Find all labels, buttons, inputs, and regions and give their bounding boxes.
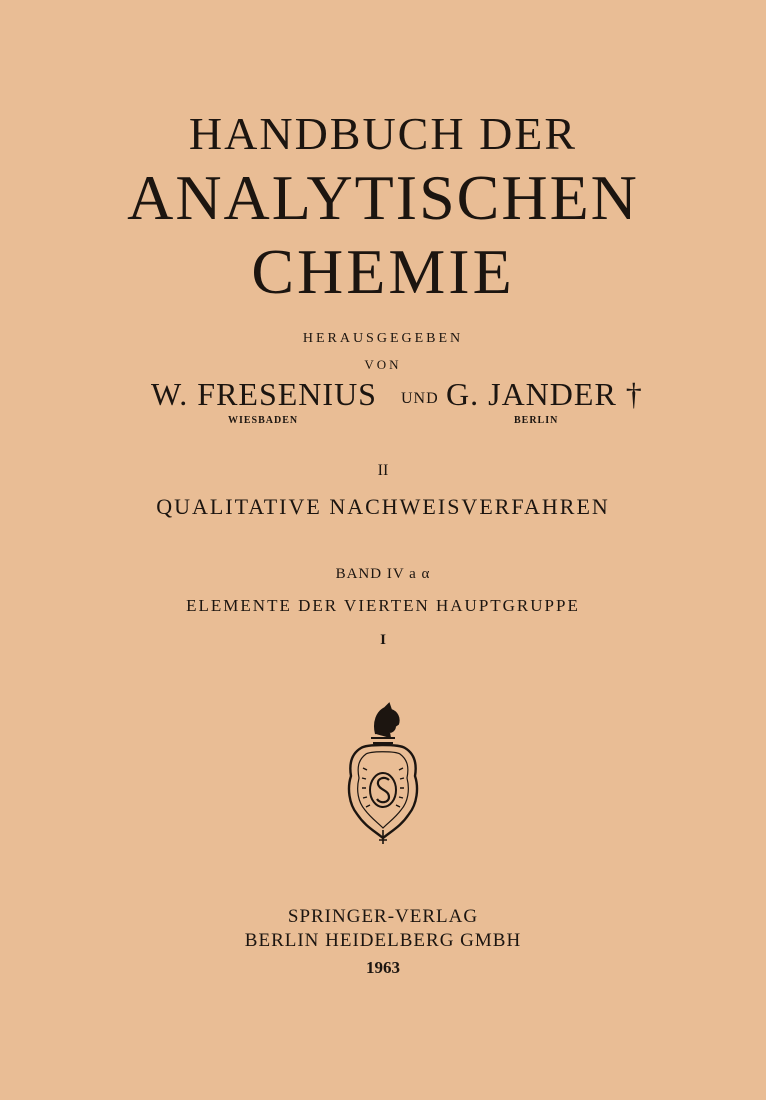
springer-knight-emblem-icon (343, 702, 423, 847)
editor-connector: UND (401, 390, 439, 407)
volume-band: BAND IV a α (335, 566, 431, 582)
title-line-2: ANALYTISCHEN (127, 162, 639, 233)
part-number: II (377, 462, 389, 479)
editor-2-location: BERLIN (514, 415, 559, 426)
von-label: VON (364, 357, 402, 372)
volume-title: ELEMENTE DER VIERTEN HAUPTGRUPPE (186, 596, 580, 615)
publisher-line-1: SPRINGER-VERLAG (287, 906, 479, 927)
editors-block (0, 376, 766, 436)
volume-number: I (380, 632, 386, 648)
editor-1-location: WIESBADEN (228, 415, 299, 426)
publisher-line-2: BERLIN HEIDELBERG GMBH (244, 930, 522, 951)
part-title: QUALITATIVE NACHWEISVERFAHREN (156, 494, 610, 519)
title-line-3: CHEMIE (251, 236, 515, 307)
herausgegeben-label: HERAUSGEGEBEN (302, 331, 464, 346)
editor-2-name: G. JANDER † (446, 376, 643, 412)
editor-1-name: W. FRESENIUS (151, 376, 377, 412)
title-line-1: HANDBUCH DER (188, 108, 578, 159)
publication-year: 1963 (366, 958, 400, 977)
